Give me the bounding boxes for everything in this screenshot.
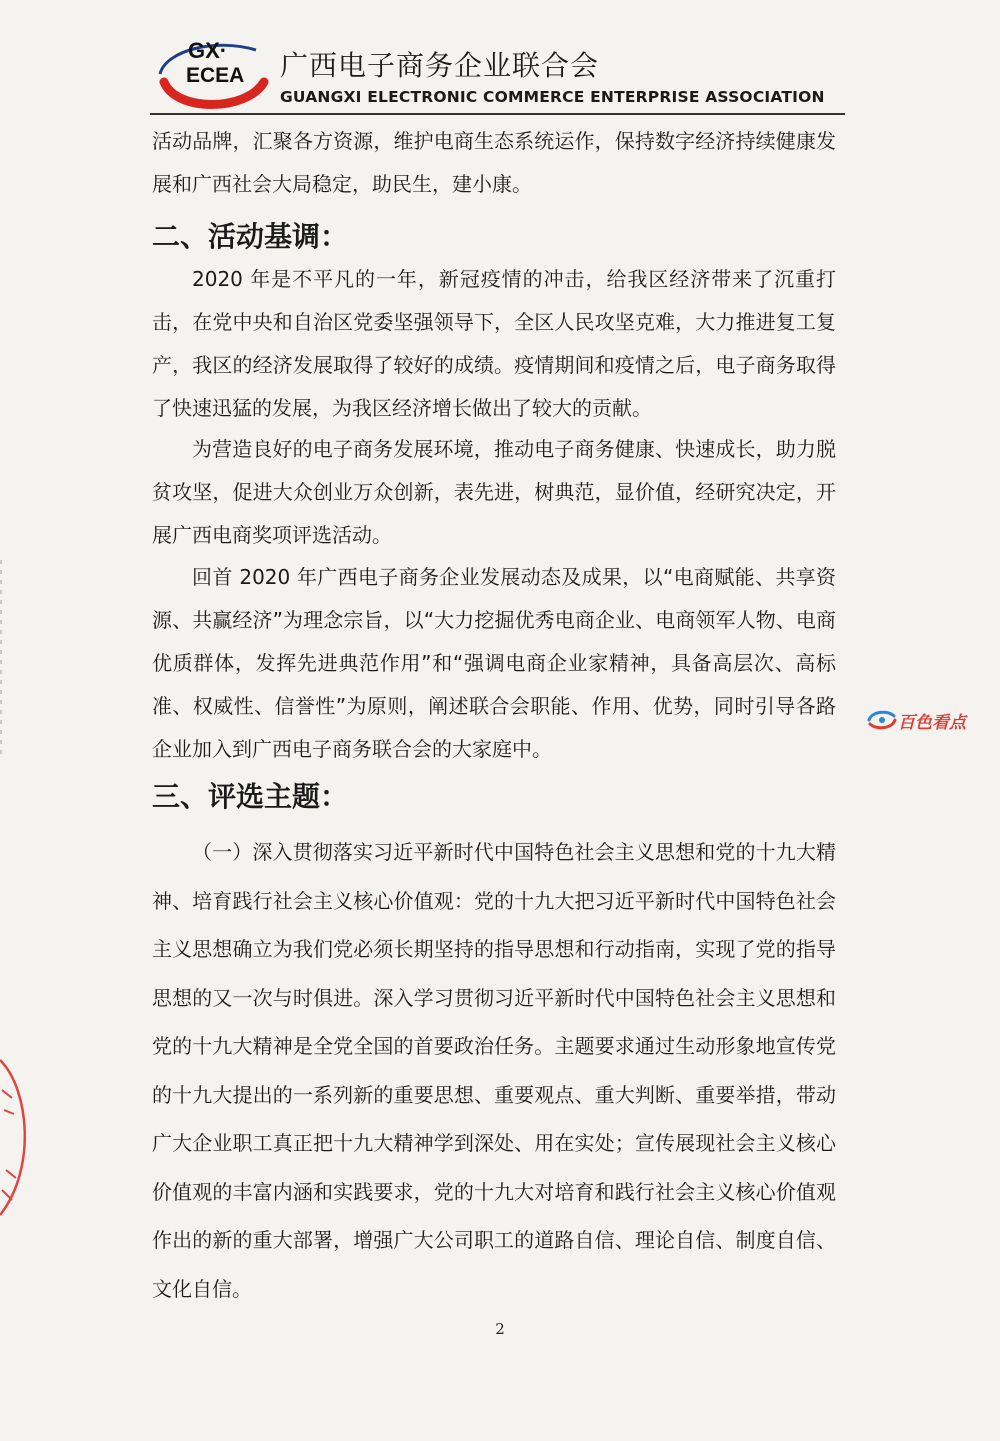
section2-paragraph-3: 回首 2020 年广西电子商务企业发展动态及成果，以“电商赋能、共享资源、共赢经济”为理念宗旨，以“大力挖掘优秀电商企业、电商领军人物、电商优质群体，发挥先进典范作用”和“强调电商企业家精神，具备高层次、高标准、权威性、信誉性”为原则，阐述联合会职能、作用、优势，同时引导各路企业加入到广西电子商务联合会的大家庭中。 bbox=[152, 565, 836, 761]
logo-letters-bottom: ECEA bbox=[186, 64, 245, 87]
swirl-logo-icon bbox=[866, 708, 898, 732]
intro-continuation: 活动品牌，汇聚各方资源，维护电商生态系统运作，保持数字经济持续健康发展和广西社会大局稳定，助民生，建小康。 bbox=[152, 129, 836, 196]
watermark bbox=[866, 704, 1000, 738]
header-divider bbox=[150, 113, 845, 115]
watermark-text: 百色看点 bbox=[898, 713, 966, 733]
binding-edge-marks bbox=[0, 560, 6, 760]
section2-heading: 二、活动基调： bbox=[152, 220, 349, 253]
page-number: 2 bbox=[495, 1320, 505, 1338]
section3-heading: 三、评选主题： bbox=[152, 780, 349, 813]
section3-paragraph-1: （一）深入贯彻落实习近平新时代中国特色社会主义思想和党的十九大精神、培育践行社会主义核心价值观：党的十九大把习近平新时代中国特色社会主义思想确立为我们党必须长期坚持的指导思想和行动指南，实现了党的指导思想的又一次与时俱进。深入学习贯彻习近平新时代中国特色社会主义思想和党的十九大精神是全党全国的首要政治任务。主题要求通过生动形象地宣传党的十九大提出的一系列新的重要思想、重要观点、重大判断、重要举措，带动广大企业职工真正把十九大精神学到深处、用在实处；宣传展现社会主义核心价值观的丰富内涵和实践要求，党的十九大对培育和践行社会主义核心价值观作出的新的重大部署，增强广大公司职工的道路自信、理论自信、制度自信、文化自信。 bbox=[152, 840, 836, 1301]
section2-paragraph-1: 2020 年是不平凡的一年，新冠疫情的冲击，给我区经济带来了沉重打击，在党中央和自治区党委坚强领导下，全区人民攻坚克难，大力推进复工复产，我区的经济发展取得了较好的成绩。疫情期间和疫情之后，电子商务取得了快速迅猛的发展，为我区经济增长做出了较大的贡献。 bbox=[152, 267, 836, 420]
red-seal-fragment bbox=[0, 1050, 36, 1220]
logo-letters-top: GX· bbox=[188, 38, 228, 63]
section2-paragraph-2: 为营造良好的电子商务发展环境，推动电子商务健康、快速成长，助力脱贫攻坚，促进大众创业万众创新，表先进，树典范，显价值，经研究决定，开展广西电商奖项评选活动。 bbox=[152, 437, 836, 547]
org-name-en: GUANGXI ELECTRONIC COMMERCE ENTERPRISE ASSOCIATION bbox=[280, 88, 825, 106]
org-name-cn: 广西电子商务企业联合会 bbox=[280, 49, 600, 82]
gxecea-logo bbox=[156, 30, 276, 110]
